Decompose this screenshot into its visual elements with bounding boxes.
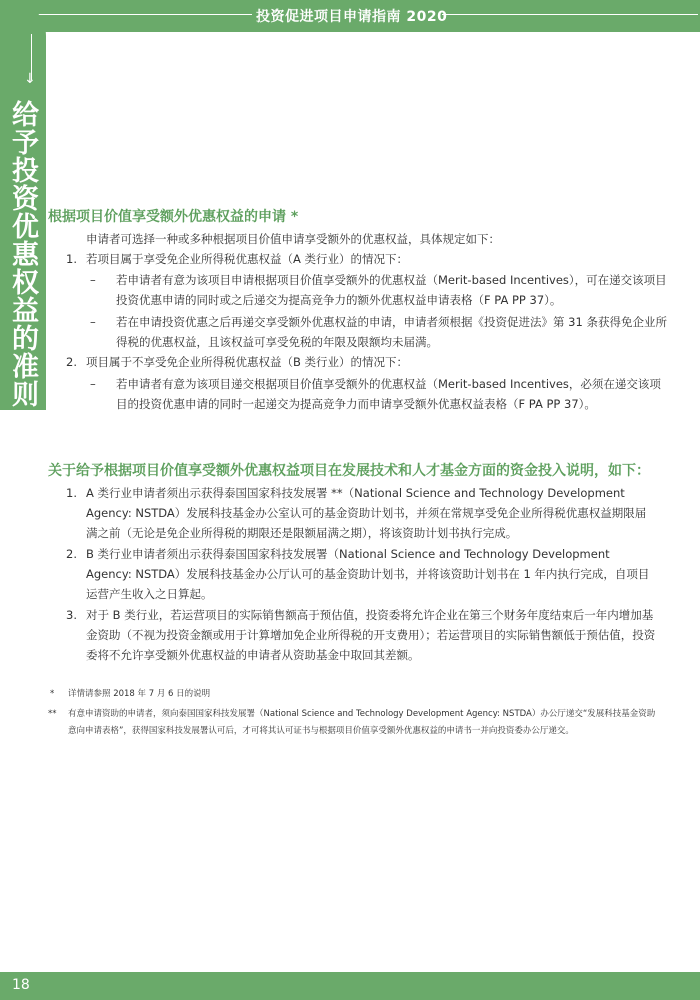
- footnote-2: 有意申请资助的申请者，须向泰国国家科技发展署（National Science and Technology Development Agency: NSTDA）办公厅递交“发展科技基金资助意向申请表格”，获得国家科技发展署认可后，才可将其认可证书与根据项目价值享受额外优惠权益的申请书一并向投资委办公厅递交。: [68, 709, 656, 736]
- item-number: 1.: [66, 486, 77, 500]
- header-rule-left: [12, 14, 252, 15]
- section-2-item-2: B 类行业申请者须出示获得泰国国家科技发展署（National Science and Technology Development Agency: NSTDA）发展科技基金办公厅认可的基金资助计划书，并将该资助计划书在 1 年内执行完成，自项目运营产生收入之日算起。: [86, 547, 650, 601]
- header-rule-right: [442, 14, 698, 15]
- section-2-item-3: 对于 B 类行业，若运营项目的实际销售额高于预估值，投资委将允许企业在第三个财务年度结束后一年内增加基金资助（不视为投资金额或用于计算增加免企业所得税的开支费用）；若运营项目的实际销售额低于预估值，投资委将不允许享受额外优惠权益的申请者从资助基金中取回其差额。: [86, 608, 656, 662]
- section-1-item-1: 若项目属于享受免企业所得税优惠权益（A 类行业）的情况下：: [86, 252, 409, 266]
- bullet-dash: –: [90, 377, 96, 391]
- section-1-item-2: 项目属于不享受免企业所得税优惠权益（B 类行业）的情况下：: [86, 355, 409, 369]
- bullet-dash: –: [90, 315, 96, 329]
- section-1-item-1-bullet-2: 若在申请投资优惠之后再递交享受额外优惠权益的申请，申请者须根据《投资促进法》第 31 条获得免企业所得税的优惠权益，且该权益可享受免税的年限及限额均未届满。: [116, 315, 667, 349]
- arrow-down-icon: ↓: [24, 71, 36, 87]
- side-tab-title: 给予投资优惠权益的准则: [7, 100, 38, 408]
- section-1-intro: 申请者可选择一种或多种根据项目价值申请享受额外的优惠权益，具体规定如下：: [86, 232, 500, 246]
- item-number: 2.: [66, 547, 77, 561]
- item-number: 3.: [66, 608, 77, 622]
- section-1-title: 根据项目价值享受额外优惠权益的申请 *: [48, 209, 299, 225]
- item-number: 2.: [66, 355, 77, 369]
- section-1-item-2-bullet-1: 若申请者有意为该项目递交根据项目价值享受额外的优惠权益（Merit-based Incentives，必须在递交该项目的投资优惠申请的同时一起递交为提高竞争力而申请享受额外优惠权益表格（F PA PP 37）。: [116, 377, 661, 411]
- bullet-dash: –: [90, 273, 96, 287]
- section-1-item-1-bullet-1: 若申请者有意为该项目申请根据项目价值享受额外的优惠权益（Merit-based Incentives），可在递交该项目投资优惠申请的同时或之后递交为提高竞争力的额外优惠权益申请表格（F PA PP 37）。: [116, 273, 667, 307]
- header-title: 投资促进项目申请指南 2020: [256, 9, 448, 25]
- section-2-title: 关于给予根据项目价值享受额外优惠权益项目在发展技术和人才基金方面的资金投入说明，如下：: [48, 463, 650, 479]
- footnote-mark: *: [50, 689, 55, 699]
- page-number: 18: [12, 977, 30, 993]
- item-number: 1.: [66, 252, 77, 266]
- footnote-1: 详情请参照 2018 年 7 月 6 日的说明: [68, 689, 211, 699]
- footer-bar: [0, 972, 700, 1000]
- footnote-mark: **: [48, 709, 57, 719]
- section-2-item-1: A 类行业申请者须出示获得泰国国家科技发展署 **（National Science and Technology Development Agency: NSTDA）发展科技基金办公室认可的基金资助计划书，并须在常规享受免企业所得税优惠权益期限届满之前（无论是免企业所得税的期限还是限额届满之期），将该资助计划书执行完成。: [86, 486, 647, 540]
